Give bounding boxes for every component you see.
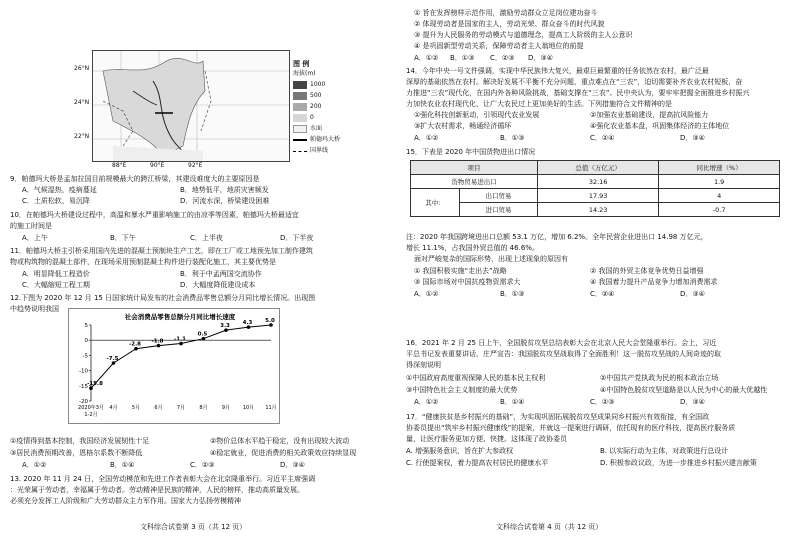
x-tick-label: 6月 [154, 405, 163, 411]
legend-water: 水面 [310, 125, 323, 132]
y-tick-label: -15 [79, 383, 88, 390]
question-10-stem: 10．在帕德玛大桥建设过程中，高温和暴水严重影响施工的由凉季等因素，帕德玛大桥最适宜 [10, 211, 299, 219]
question-12-stem-cont: 中趋势说明我国 [10, 305, 59, 313]
y-tick-label: -20 [79, 399, 88, 405]
x-tick-label: 9月 [221, 405, 231, 411]
lat-label: 22°N [74, 133, 90, 140]
option-b: B．①③ [450, 54, 475, 62]
option-c: C．土质松软，易沉降 [22, 197, 90, 205]
x-note-label: 1-2月 [84, 412, 98, 418]
question-10-stem-cont: 的施工时间是 [10, 222, 52, 230]
statement-1: ①疫情得到基本控制，我国经济发展韧性十足 [10, 437, 150, 445]
retail-growth-chart [68, 308, 280, 424]
legend-level: 1000 [310, 81, 326, 88]
y-tick-label: -10 [79, 368, 88, 375]
question-16-stem-cont: 得深刻说明 [406, 361, 441, 369]
question-11-stem-cont: 物或构筑物的混凝土部件，在现场采用预制混凝土构件进行装配化施工，其主要优势是 [10, 258, 276, 266]
statement-3: ③居民消费预期改善，恩格尔系数不断降低 [10, 449, 143, 457]
option-b: B．利于中孟两国交流协作 [180, 270, 262, 278]
option-d: D．③④ [680, 290, 705, 298]
lat-label: 24°N [74, 99, 90, 106]
table-header: 项目 [411, 161, 538, 175]
statement-4: ④ 是巩固新型劳动关系，保障劳动者主人翁地位的前提 [414, 42, 584, 50]
statement-4: ④稳定就业，促进消费的相关政策效应持续显现 [210, 449, 357, 457]
table-row [411, 189, 780, 203]
y-tick-label: 5 [84, 323, 88, 329]
question-15-prompt: 面对严峻复杂的国际形势，出现上述现象的原因有 [414, 255, 568, 263]
lon-label: 90°E [150, 162, 165, 169]
legend-title: 图 例 [293, 60, 310, 68]
option-b: B．地势低平，地质灾害频发 [180, 186, 269, 194]
x-tick-label: 11月 [265, 405, 277, 411]
option-d: D．③④ [680, 134, 705, 142]
legend-swatch-200 [293, 103, 307, 111]
table-cell: 14.23 [537, 203, 658, 217]
chart-title: 社会消费品零售总额分月同比增长速度 [124, 313, 236, 321]
legend-level: 0 [310, 114, 314, 121]
x-tick-label: 8月 [199, 405, 208, 411]
data-label: 3.3 [220, 323, 230, 330]
option-d: D. 积极参政议政，为进一步推进乡村振兴建言献策 [600, 459, 757, 467]
option-b: B．①④ [500, 398, 525, 406]
table-cell: 出口贸易 [460, 189, 538, 203]
x-tick-label: 10月 [242, 405, 255, 411]
option-c: C．②④ [590, 290, 615, 298]
option-a: A. 增强服务意识，旨在扩大参政权 [406, 447, 514, 455]
statement-3: ③ 国际市场对中国抗疫物资需求大 [414, 278, 521, 286]
table-header: 同比增速（%） [659, 161, 780, 175]
table-header-row [411, 161, 780, 175]
question-13-stem-cont: ：光荣属于劳动者，幸福属于劳动者。劳动精神是民族的精神，人民的榜样，推动高质量发展。 [10, 486, 304, 494]
map-drawing [93, 51, 289, 161]
statement-2: ②物价总体水平趋于稳定，没有出现较大波动 [210, 437, 350, 445]
bangladesh-map [92, 50, 341, 162]
data-label: -7.5 [106, 356, 119, 362]
x-tick-label: 5月 [131, 405, 141, 411]
option-c: C．上半夜 [190, 234, 223, 242]
option-a: A．①② [414, 290, 439, 298]
statement-1: ①强化科技创新驱动，引领现代农业发展 [414, 111, 540, 119]
legend-level: 500 [310, 92, 322, 99]
statement-1: ① 旨在发挥榜样示范作用，激励劳动群众立足岗位建功奋斗 [414, 9, 598, 17]
y-tick-label: 0 [84, 338, 88, 345]
question-13-stem: 13. 2020 年 11 月 24 日，全国劳动模范和先进工作者表彰大会在北京隆重举行。习近平主席强调 [10, 475, 316, 483]
lat-label: 26°N [74, 65, 90, 72]
question-14-stem-cont: 深厚的基础依然在农村。解决好发展不平衡不充分问题，重点难点在“三农”，迫切需要补齐农业农村短板，奋 [406, 78, 743, 86]
data-label: -15.8 [87, 381, 103, 388]
table-cell: -0.7 [659, 203, 780, 217]
question-17-stem-cont: 量，让医疗服务更加方便、快捷。这体现了政协委员 [406, 435, 567, 443]
option-b: B．下午 [110, 234, 136, 242]
page-footer: 文科综合试卷第 3 页（共 12 页） [140, 523, 247, 531]
legend-swatch-0 [293, 114, 307, 122]
option-c: C．②④ [590, 134, 615, 142]
statement-4: ④中国特色脱贫攻坚道路是以人民为中心的最大优越性 [600, 386, 768, 394]
statement-3: ③扩大农村需求，畅通经济循环 [414, 122, 512, 130]
statement-4: ④强化农业基本盘，巩固集体经济的主体地位 [590, 122, 730, 130]
option-d: D．大幅度降低建设成本 [180, 281, 256, 289]
table-row [411, 203, 780, 217]
option-c: C．②③ [590, 398, 615, 406]
option-b: B．①③ [500, 134, 525, 142]
table-row [411, 175, 780, 189]
table-cell: 进口贸易 [460, 203, 538, 217]
option-c: C. 行使提案权，着力提高农村居民的健康水平 [406, 459, 549, 467]
question-14-stem: 14．今年中央一号文件强调，实现中华民族伟大复兴，最艰巨最繁重的任务依然在农村，最广泛最 [406, 67, 709, 75]
option-d: D．③④ [528, 54, 553, 62]
y-tick-label: -5 [82, 353, 88, 360]
lon-label: 92°E [188, 162, 203, 169]
option-a: A．上午 [22, 234, 48, 242]
option-a: A．气候湿热，疫病蔓延 [22, 186, 97, 194]
legend-level: 200 [310, 103, 322, 110]
data-label: -1.1 [173, 336, 187, 343]
x-tick-label: 2020年3月 [78, 405, 104, 411]
question-17-stem-cont: 协委员提出“筑牢乡村振兴健康线”的提案，并就这一提案进行调研，依托现有的医疗科技，提高医疗服务质 [406, 424, 736, 432]
table-cell: 32.16 [537, 175, 658, 189]
table-note: 注：2020 年我国跨境进出口总额 53.1 万亿，增加 6.2%。全年民营企业进出口 14.98 万亿元， [406, 233, 708, 241]
question-15-stem: 15．下表是 2020 年中国货物进出口情况 [406, 148, 536, 156]
statement-2: ②中国共产党执政为民的根本政治立场 [600, 374, 719, 382]
statement-2: ② 我国的外贸主体竞争优势日益增强 [590, 267, 704, 275]
question-14-stem-cont: 力加快农业农村现代化，让广大农民过上更加美好的生活。下列措施符合文件精神的是 [406, 100, 672, 108]
bridge-icon [293, 139, 307, 141]
statement-3: ③ 提升为人民服务的劳动模式与道德理念，提高工人阶级的主人公意识 [414, 31, 633, 39]
option-b: B. 以实际行动为主体，对政策进行总设计 [600, 447, 729, 455]
option-a: A．明显降低工程造价 [22, 270, 90, 278]
map-legend [293, 59, 383, 156]
option-d: D．下半夜 [280, 234, 314, 242]
data-label: 5.0 [265, 318, 275, 324]
statement-4: ④ 我国着力提升产品竞争力增加消费需求 [590, 278, 718, 286]
question-9-stem: 9．帕德玛大桥是孟加拉国目前规模最大的跨江桥梁，其建设难度大的主要原因是 [10, 175, 260, 183]
legend-swatch-500 [293, 92, 307, 100]
page-4 [400, 0, 794, 560]
data-label: -2.8 [128, 341, 142, 348]
statement-1: ①中国政府高度重视保障人民的基本民主权利 [406, 374, 546, 382]
lon-label: 88°E [112, 162, 127, 169]
option-b: B．①④ [110, 461, 135, 469]
option-a: A．①② [414, 54, 439, 62]
statement-2: ②加强农业基础建设，提高抗风险能力 [590, 111, 709, 119]
table-cell: 17.93 [537, 189, 658, 203]
option-d: D．③④ [680, 398, 705, 406]
option-c: C．大幅缩短工程工期 [22, 281, 90, 289]
legend-unit: 海拔(m) [293, 70, 316, 77]
question-16-stem: 16．2021 年 2 月 25 日上午，全国脱贫攻坚总结表彰大会在北京人民大会堂隆重举行。会上，习近 [406, 339, 717, 347]
option-c: C．②③ [490, 54, 515, 62]
border-line-icon [293, 151, 307, 152]
legend-swatch-1000 [293, 81, 307, 89]
data-label: 0.5 [197, 331, 208, 338]
table-cell: 1.9 [659, 175, 780, 189]
table-cell: 其中： [411, 189, 460, 217]
page-footer: 文科综合试卷第 4 页（共 12 页） [496, 523, 603, 531]
question-17-stem: 17．“健康扶贫是乡村振兴的基础”，为实现巩固拓展脱贫攻坚成果同乡村振兴有效衔接，有全国政 [406, 413, 710, 421]
data-label: -1.8 [151, 338, 164, 345]
option-d: D．河流水深，桥梁建设困难 [180, 197, 270, 205]
option-c: C．②③ [190, 461, 215, 469]
option-a: A．①② [414, 398, 439, 406]
statement-1: ① 我国积极实施“走出去”战略 [414, 267, 507, 275]
table-cell: 货物贸易进出口 [411, 175, 538, 189]
option-b: B．①③ [500, 290, 525, 298]
chart-svg [69, 309, 279, 423]
table-cell: 4 [659, 189, 780, 203]
legend-bridge: 帕德玛大桥 [310, 136, 341, 143]
legend-swatch-water [293, 125, 307, 133]
table-header: 总值（万亿元） [537, 161, 658, 175]
option-a: A．①② [22, 461, 47, 469]
option-a: A．①② [414, 134, 439, 142]
question-13-stem-cont: 必须充分发挥工人阶级和广大劳动群众主力军作用。国家大力弘扬劳模精神 [10, 497, 241, 505]
question-14-stem-cont: 力推进“三农”现代化，在国内外各种风险挑战，基础支撑在“三农”。民中央认为，要牢牢把握全面推进乡村振兴 [406, 89, 750, 97]
statement-2: ② 体现劳动者是国家的主人，劳动光荣、群众奋斗的时代风貌 [414, 20, 605, 28]
table-note-cont: 增长 11.1%，占我国外贸总值的 46.6%。 [406, 244, 539, 252]
question-11-stem: 11．帕德玛大桥主引桥采用国内先进的混凝土预制块生产工艺，即在工厂或工地预先加工制作建筑 [10, 247, 313, 255]
statement-3: ③中国特色社会主义制度的最大优势 [406, 386, 518, 394]
question-16-stem-cont: 平总书记发表重要讲话，庄严宣告：我国脱贫攻坚战取得了全面胜利！这一脱贫攻坚战的人间奇迹的取 [406, 350, 721, 358]
data-label: 4.3 [242, 320, 253, 327]
x-tick-label: 7月 [176, 405, 186, 411]
trade-table [410, 160, 780, 217]
legend-border: 国界线 [310, 147, 329, 154]
x-tick-label: 4月 [109, 405, 118, 411]
option-d: D．③④ [280, 461, 305, 469]
question-12-stem: 12.下图为 2020 年 12 月 15 日国家统计局发布的社会消费品零售总额分月同比增长情况。出现图 [10, 294, 316, 302]
